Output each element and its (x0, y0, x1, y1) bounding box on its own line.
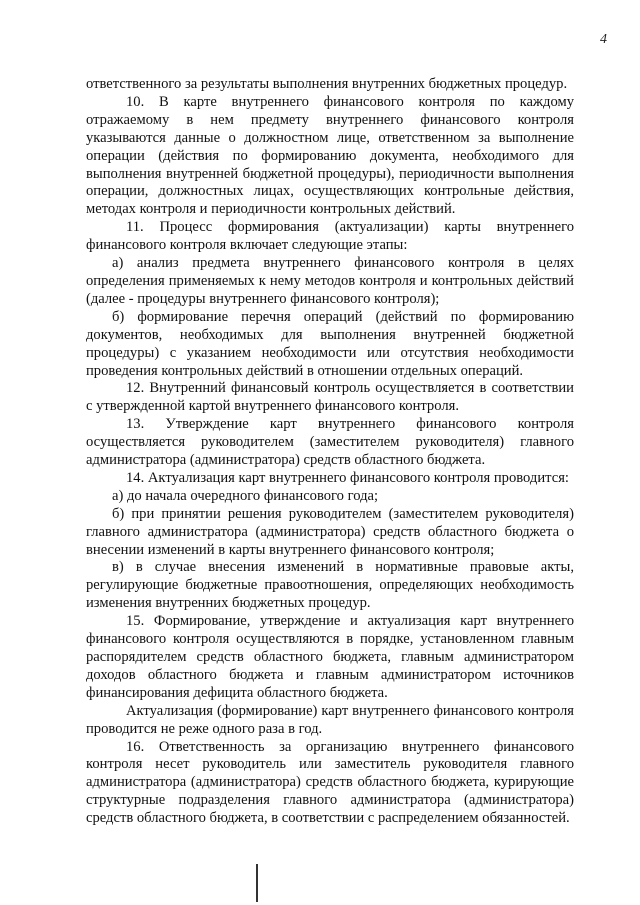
paragraph-11: 11. Процесс формирования (актуализации) карты внутреннего финансового контроля включает следующие этапы: (86, 219, 574, 254)
paragraph-13: 13. Утверждение карт внутреннего финансового контроля осуществляется руководителем (заместителем руководителя) главного администратора (администратора) средств областного бюджета. (86, 416, 574, 469)
paragraph-14a: а) до начала очередного финансового года; (112, 487, 379, 504)
paragraph-12: 12. Внутренний финансовый контроль осуществляется в соответствии с утвержденной картой внутреннего финансового контроля. (86, 380, 574, 415)
paragraph-15: 15. Формирование, утверждение и актуализация карт внутреннего финансового контроля осуществляются в порядке, установленном главным распорядителем средств областного бюджета, главным администратором доходов областного бюджета и главным администратором источников финансирования дефицита областного бюджета. (86, 613, 574, 701)
binding-margin-line (256, 864, 258, 902)
paragraph-11a: а) анализ предмета внутреннего финансового контроля в целях определения применяемых к нему методов контроля и контрольных действий (далее - процедуры внутреннего финансового контроля); (86, 255, 574, 307)
paragraph-14c: в) в случае внесения изменений в нормативные правовые акты, регулирующие бюджетные правоотношения, определяющих необходимость изменения внутренних бюджетных процедур. (86, 559, 574, 612)
paragraph-continuation: ответственного за результаты выполнения внутренних бюджетных процедур. (86, 76, 568, 92)
paragraph-16: 16. Ответственность за организацию внутреннего финансового контроля несет руководитель или заместитель руководителя главного администратора (администратора) средств областного бюджета, курирующие структурные подразделения главного администратора (администратора) средств областного бюджета, в соответствии с распределением обязанностей. (86, 738, 574, 827)
paragraph-11b: б) формирование перечня операций (действий по формированию документов, необходимых для выполнения внутренней бюджетной процедуры) с указанием необходимости или отсутствия необходимости проведения контрольных действий в отношении отдельных операций. (86, 308, 574, 379)
paragraph-15-second: Актуализация (формирование) карт внутреннего финансового контроля проводится не реже одного раза в год. (86, 702, 574, 737)
paragraph-14: 14. Актуализация карт внутреннего финансового контроля проводится: (126, 469, 569, 486)
paragraph-14b: б) при принятии решения руководителем (заместителем руководителя) главного администратора (администратора) средств областного бюджета о внесении изменений в карты внутреннего финансового контроля; (86, 505, 574, 558)
paragraph-10: 10. В карте внутреннего финансового контроля по каждому отражаемому в нем предмету внутреннего финансового контроля указываются данные о должностном лице, ответственном за выполнение операции (действия по формированию документа, необходимого для выполнения внутренней бюджетной процедуры), периодичности выполнения операции, должностных лицах, осуществляющих контрольные действия, методах контроля и периодичности контрольных действий. (86, 93, 574, 218)
document-body (86, 76, 574, 828)
page-number: 4 (600, 32, 607, 47)
